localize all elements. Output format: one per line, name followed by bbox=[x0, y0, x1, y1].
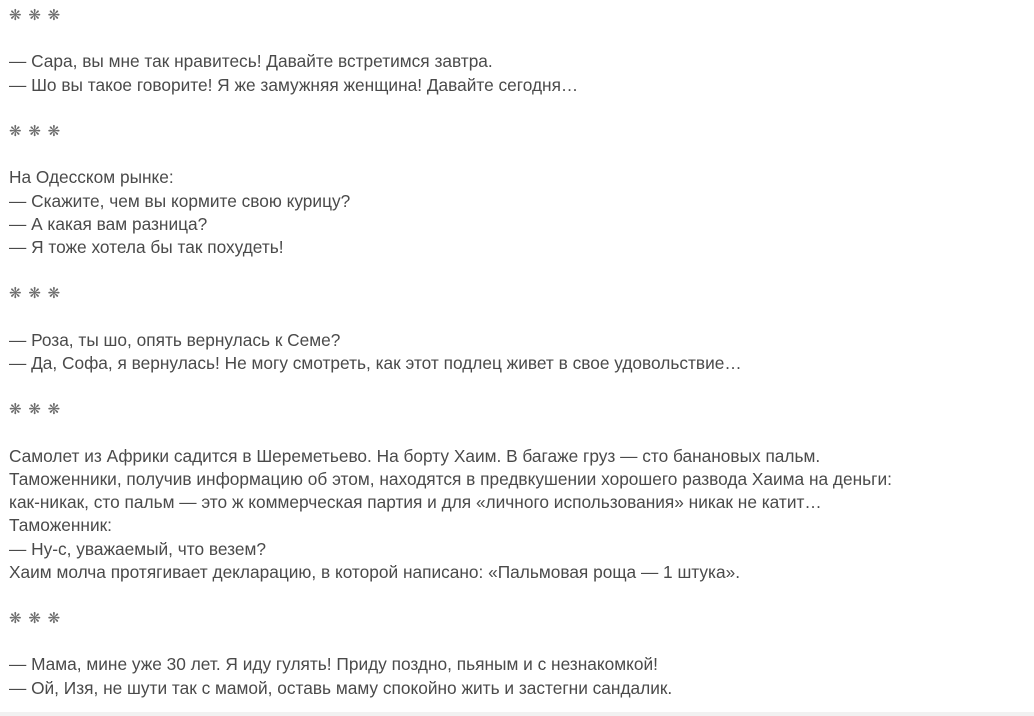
spacer bbox=[9, 630, 1034, 653]
spacer bbox=[9, 259, 1034, 282]
spacer bbox=[9, 97, 1034, 120]
spacer bbox=[9, 375, 1034, 398]
joke-line: — Скажите, чем вы кормите свою курицу? bbox=[9, 190, 351, 211]
joke-line: — Роза, ты шо, опять вернулась к Семе? bbox=[9, 329, 341, 350]
joke-line: — Ой, Изя, не шути так с мамой, оставь маму спокойно жить и застегни сандалик. bbox=[9, 677, 673, 698]
bottom-edge-bar bbox=[0, 712, 1034, 716]
joke-line: — Мама, мине уже 30 лет. Я иду гулять! Приду поздно, пьяным и с незнакомкой! bbox=[9, 654, 658, 675]
joke-line: — Я тоже хотела бы так похудеть! bbox=[9, 236, 284, 257]
joke-line: — А какая вам разница? bbox=[9, 213, 208, 234]
joke-line: Таможенник: bbox=[9, 515, 112, 536]
joke-line: — Да, Софа, я вернулась! Не могу смотреть, как этот подлец живет в свое удовольствие… bbox=[9, 352, 742, 373]
joke-line: — Ну-с, уважаемый, что везем? bbox=[9, 538, 266, 559]
joke-line: как-никак, сто пальм — это ж коммерческая партия и для «личного использования» никак не катит… bbox=[9, 492, 822, 513]
joke-line: Хаим молча протягивает декларацию, в которой написано: «Пальмовая роща — 1 штука». bbox=[9, 561, 741, 582]
separator-stars: ❋ ❋ ❋ bbox=[9, 284, 62, 303]
joke-line: Самолет из Африки садится в Шереметьево. На борту Хаим. В багаже груз — сто банановых пальм. bbox=[9, 445, 821, 466]
separator-stars: ❋ ❋ ❋ bbox=[9, 609, 62, 628]
joke-line: — Сара, вы мне так нравитесь! Давайте встретимся завтра. bbox=[9, 51, 493, 72]
spacer bbox=[9, 143, 1034, 166]
separator-stars: ❋ ❋ ❋ bbox=[9, 400, 62, 419]
spacer bbox=[9, 27, 1034, 50]
separator-stars: ❋ ❋ ❋ bbox=[9, 121, 62, 140]
joke-line: На Одесском рынке: bbox=[9, 167, 174, 188]
spacer bbox=[9, 306, 1034, 329]
spacer bbox=[9, 422, 1034, 445]
joke-line: Таможенники, получив информацию об этом, находятся в предвкушении хорошего развода Хаима на деньги: bbox=[9, 468, 892, 489]
joke-line: — Шо вы такое говорите! Я же замужняя женщина! Давайте сегодня… bbox=[9, 74, 579, 95]
separator-stars: ❋ ❋ ❋ bbox=[9, 6, 62, 24]
spacer bbox=[9, 584, 1034, 607]
